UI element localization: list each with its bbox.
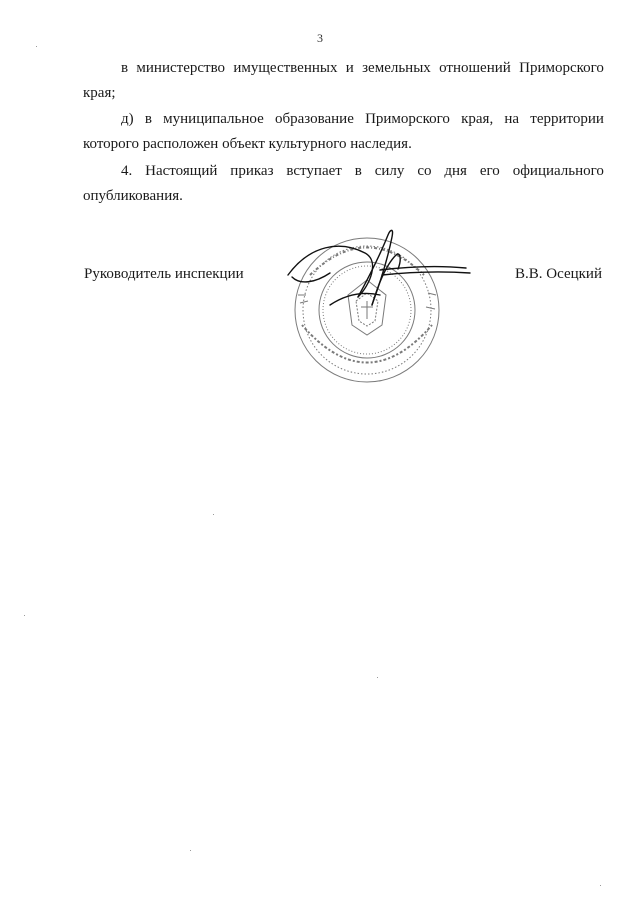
paragraph-1-line-1 bbox=[83, 56, 604, 81]
page-number: 3 bbox=[317, 31, 323, 45]
paragraph-2 bbox=[83, 107, 604, 157]
word: официального bbox=[512, 163, 604, 179]
paragraph-1-line-2: края; bbox=[83, 85, 116, 101]
word: его bbox=[479, 163, 500, 179]
word: территории bbox=[530, 111, 604, 127]
scan-speck bbox=[377, 677, 378, 678]
signer-name: В.В. Осецкий bbox=[515, 266, 602, 282]
word: и bbox=[345, 60, 354, 76]
word: муниципальное bbox=[163, 111, 264, 127]
word: имущественных bbox=[233, 60, 338, 76]
paragraph-3-line-2: опубликования. bbox=[83, 188, 183, 204]
word: в bbox=[144, 111, 152, 127]
word: в bbox=[121, 60, 129, 76]
paragraph-2-line-2: которого расположен объект культурного наследия. bbox=[83, 136, 412, 152]
seal-stamp-icon bbox=[270, 225, 500, 385]
signer-position-title: Руководитель инспекции bbox=[84, 266, 244, 282]
paragraph-3-line-1 bbox=[83, 159, 604, 184]
word: Приморского bbox=[519, 60, 604, 76]
word: дня bbox=[444, 163, 467, 179]
word: образование bbox=[274, 111, 354, 127]
paragraph-1 bbox=[83, 56, 604, 106]
scan-speck bbox=[24, 615, 25, 616]
scan-speck bbox=[213, 514, 214, 515]
word: силу bbox=[374, 163, 405, 179]
word: отношений bbox=[439, 60, 511, 76]
word: министерство bbox=[136, 60, 226, 76]
word: со bbox=[417, 163, 432, 179]
word: приказ bbox=[230, 163, 274, 179]
scan-speck bbox=[190, 850, 191, 851]
word: д) bbox=[121, 111, 134, 127]
stamp-and-signature bbox=[270, 225, 500, 385]
paragraph-3 bbox=[83, 159, 604, 209]
word: земельных bbox=[362, 60, 431, 76]
word: на bbox=[504, 111, 520, 127]
paragraph-2-line-1 bbox=[83, 107, 604, 132]
word: в bbox=[354, 163, 362, 179]
word: Приморского bbox=[365, 111, 450, 127]
scan-speck bbox=[36, 46, 37, 47]
word: вступает bbox=[286, 163, 342, 179]
word: 4. bbox=[121, 163, 133, 179]
scan-speck bbox=[600, 885, 601, 886]
word: края, bbox=[461, 111, 494, 127]
word: Настоящий bbox=[145, 163, 218, 179]
